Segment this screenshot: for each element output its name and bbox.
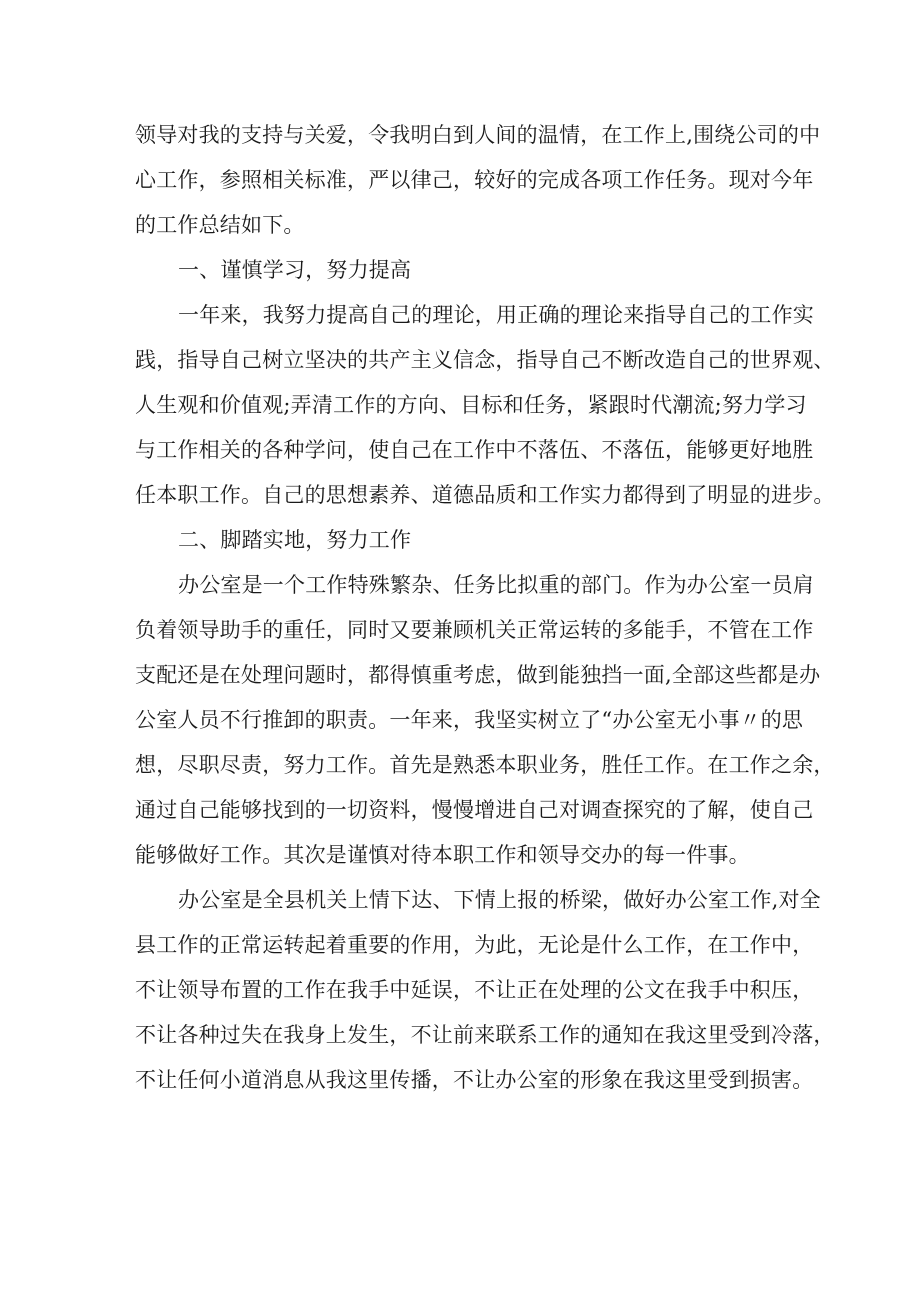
heading-text: 二、脚踏实地，努力工作 xyxy=(178,528,412,552)
text-line: 心工作，参照相关标准，严以律己，较好的完成各项工作任务。现对今年 xyxy=(135,168,814,192)
text-line: 人生观和价值观;弄清工作的方向、目标和任务，紧跟时代潮流;努力学习 xyxy=(135,393,807,417)
text-line: 办公室是全县机关上情下达、下情上报的桥梁，做好办公室工作,对全 xyxy=(178,888,821,912)
text-line: 领导对我的支持与关爱，令我明白到人间的温情，在工作上,围绕公司的中 xyxy=(135,123,821,147)
text-line: 负着领导助手的重任，同时又要兼顾机关正常运转的多能手，不管在工作 xyxy=(135,618,814,642)
text-line: 不让任何小道消息从我这里传播，不让办公室的形象在我这里受到损害。 xyxy=(135,1068,814,1092)
text-line: 的工作总结如下。 xyxy=(135,213,305,237)
text-line: 不让领导布置的工作在我手中延误，不让正在处理的公文在我手中积压， xyxy=(135,978,814,1002)
text-line: 任本职工作。自己的思想素养、道德品质和工作实力都得到了明显的进步。 xyxy=(135,483,835,507)
text-line: 支配还是在处理问题时，都得慎重考虑，做到能独挡一面,全部这些都是办 xyxy=(135,663,821,687)
paragraph-study xyxy=(135,293,835,518)
text-line: 不让各种过失在我身上发生，不让前来联系工作的通知在我这里受到冷落， xyxy=(135,1023,835,1047)
paragraph-intro xyxy=(135,113,821,248)
heading-text: 一、谨慎学习，努力提高 xyxy=(178,258,412,282)
text-line: 办公室是一个工作特殊繁杂、任务比拟重的部门。作为办公室一员肩 xyxy=(178,573,814,597)
text-line: 想，尽职尽责，努力工作。首先是熟悉本职业务，胜任工作。在工作之余， xyxy=(135,753,835,777)
document-body xyxy=(135,113,835,1103)
paragraph-office-work xyxy=(135,563,835,878)
section-heading-2 xyxy=(135,518,810,563)
text-line: 践，指导自己树立坚决的共产主义信念，指导自己不断改造自己的世界观、 xyxy=(135,348,835,372)
text-line: 一年来，我努力提高自己的理论，用正确的理论来指导自己的工作实 xyxy=(178,303,814,327)
section-heading-1 xyxy=(135,248,810,293)
text-line: 与工作相关的各种学问，使自己在工作中不落伍、不落伍，能够更好地胜 xyxy=(135,438,814,462)
text-line: 通过自己能够找到的一切资料，慢慢增进自己对调查探究的了解，使自己 xyxy=(135,798,814,822)
text-line: 公室人员不行推卸的职责。一年来，我坚实树立了“办公室无小事〃的思 xyxy=(135,708,804,732)
text-line: 县工作的正常运转起着重要的作用，为此，无论是什么工作，在工作中， xyxy=(135,933,814,957)
paragraph-bridge xyxy=(135,878,835,1103)
text-line: 能够做好工作。其次是谨慎对待本职工作和领导交办的每一件事。 xyxy=(135,843,750,867)
